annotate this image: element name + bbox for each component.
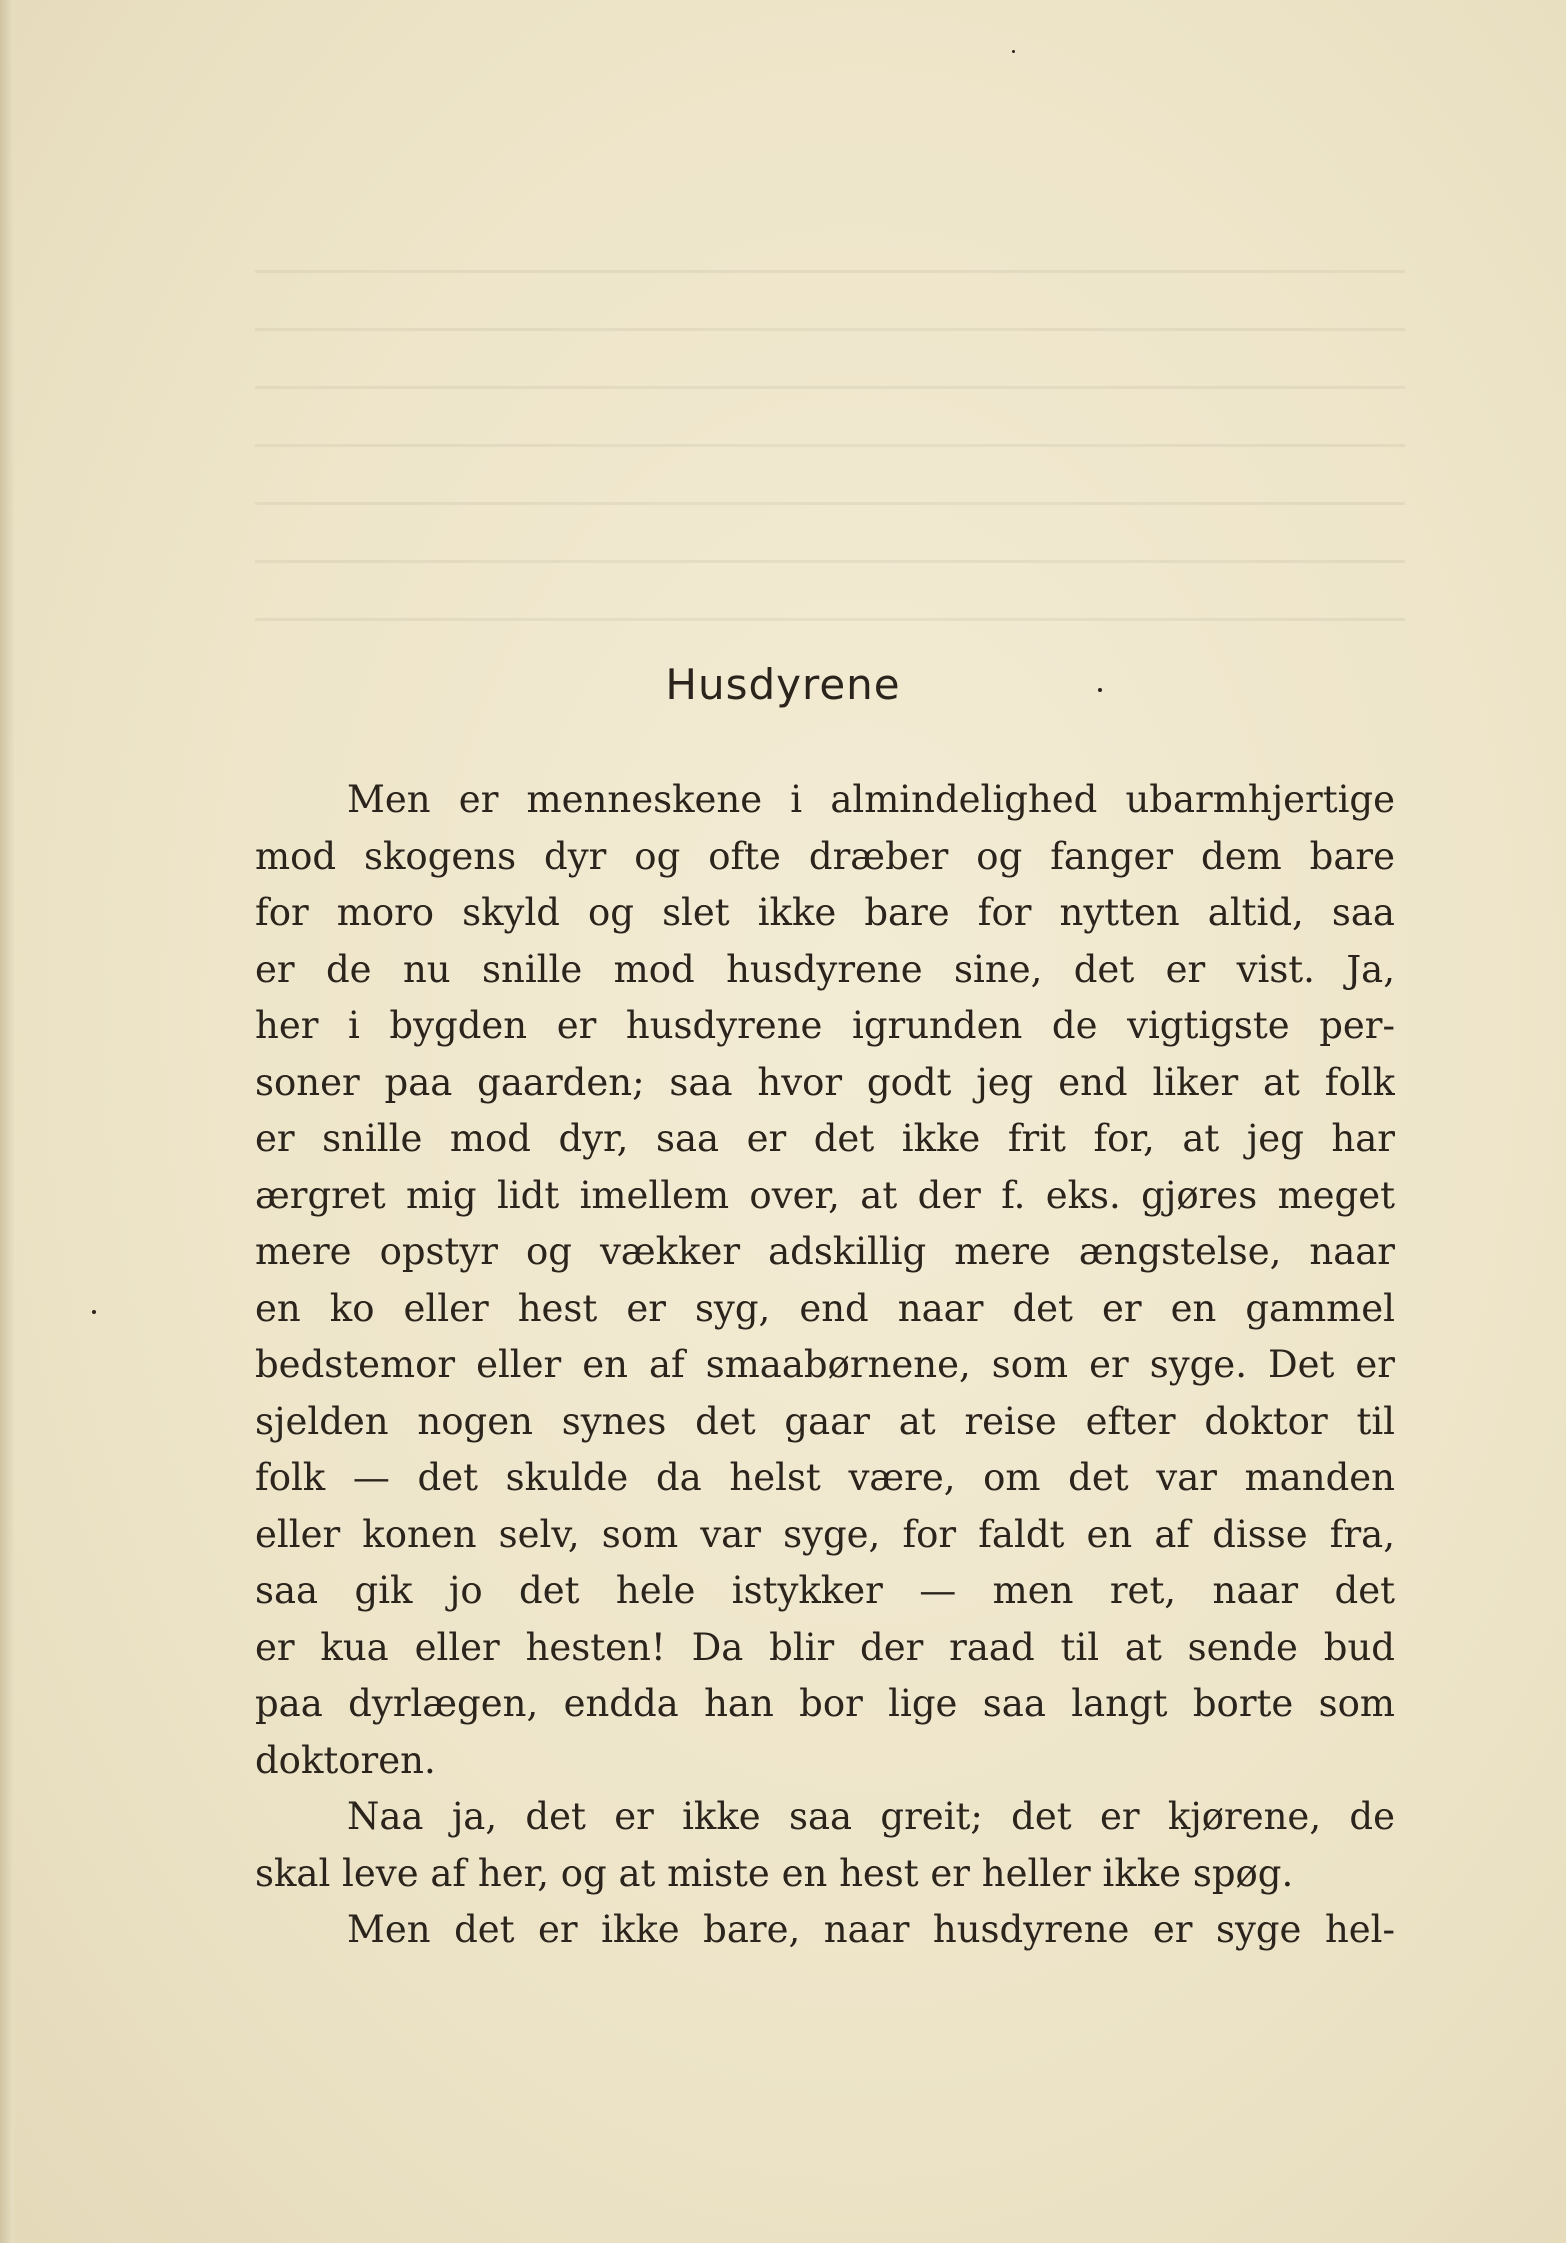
text-line: for moro skyld og slet ikke bare for nytten altid, saa — [255, 891, 1395, 934]
text-line: eller konen selv, som var syge, for faldt en af disse fra, — [255, 1512, 1395, 1556]
text-line: Men er menneskene i almindelighed ubarmhjertige — [347, 778, 1395, 821]
text-line: folk — det skulde da helst være, om det var manden — [255, 1456, 1395, 1499]
text-line: mere opstyr og vækker adskillig mere ængstelse, naar — [255, 1230, 1395, 1273]
text-line: er snille mod dyr, saa er det ikke frit for, at jeg har — [255, 1117, 1395, 1160]
page-gutter — [0, 0, 14, 2243]
paper-speck — [92, 1310, 96, 1314]
text-line: mod skogens dyr og ofte dræber og fanger dem bare — [255, 834, 1395, 878]
text-line: er kua eller hesten! Da blir der raad til at sende bud — [255, 1625, 1395, 1669]
chapter-title: Husdyrene — [665, 660, 901, 709]
text-line: doktoren. — [255, 1738, 436, 1782]
text-line: bedstemor eller en af smaabørnene, som er syge. Det er — [255, 1343, 1395, 1386]
text-line: her i bygden er husdyrene igrunden de vigtigste per- — [255, 1004, 1395, 1047]
text-line: saa gik jo det hele istykker — men ret, naar det — [255, 1569, 1395, 1612]
text-line: soner paa gaarden; saa hvor godt jeg end liker at folk — [255, 1060, 1395, 1104]
text-line: Men det er ikke bare, naar husdyrene er syge hel- — [347, 1908, 1395, 1951]
text-line: er de nu snille mod husdyrene sine, det er vist. Ja, — [255, 947, 1395, 991]
text-line: ærgret mig lidt imellem over, at der f. eks. gjøres meget — [255, 1173, 1395, 1217]
text-line: paa dyrlægen, endda han bor lige saa langt borte som — [255, 1682, 1395, 1725]
paper-speck — [1098, 688, 1102, 692]
paper-speck — [1012, 50, 1015, 53]
text-line: en ko eller hest er syg, end naar det er en gammel — [255, 1286, 1395, 1330]
text-line: sjelden nogen synes det gaar at reise efter doktor til — [255, 1399, 1395, 1443]
body-text — [255, 772, 1395, 1959]
show-through-text — [255, 270, 1405, 650]
text-line: Naa ja, det er ikke saa greit; det er kjørene, de — [347, 1795, 1395, 1838]
text-line: skal leve af her, og at miste en hest er heller ikke spøg. — [255, 1851, 1294, 1895]
